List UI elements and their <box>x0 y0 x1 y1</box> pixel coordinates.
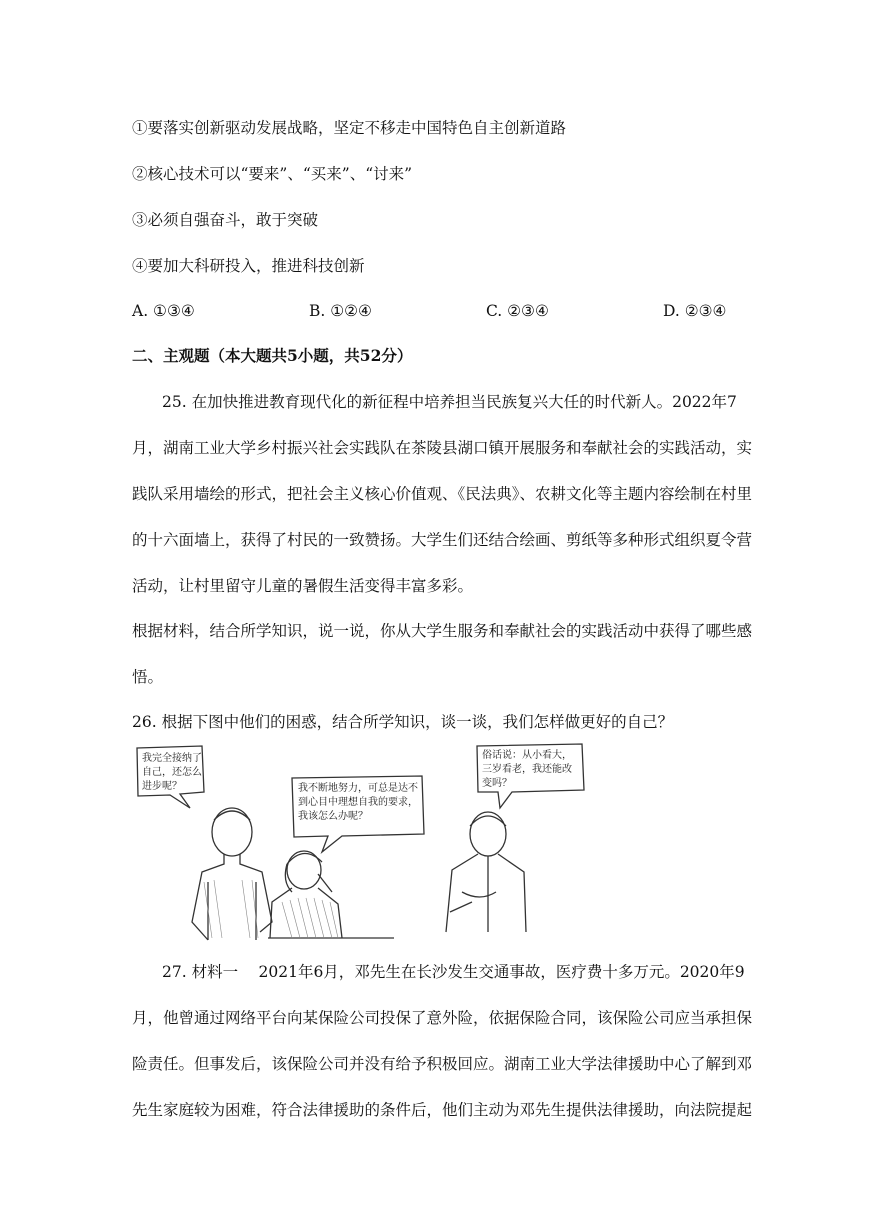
q25-line: 25. 在加快推进教育现代化的新征程中培养担当民族复兴大任的时代新人。2022年7 <box>162 393 737 411</box>
statement-4: ④要加大科研投入，推进科技创新 <box>132 257 365 275</box>
illustration-svg <box>132 742 732 942</box>
q25-line: 根据材料，结合所学知识，说一说，你从大学生服务和奉献社会的实践活动中获得了哪些感 <box>132 622 753 640</box>
q26-illustration <box>132 742 732 942</box>
option-d: D. ②③④ <box>663 302 727 320</box>
q27-line: 月，他曾通过网络平台向某保险公司投保了意外险，依据保险合同，该保险公司应当承担保 <box>132 1009 753 1027</box>
bubble-text-3: 俗话说：从小看大，三岁看老，我还能改变吗？ <box>482 750 572 789</box>
q27-line: 先生家庭较为困难，符合法律援助的条件后，他们主动为邓先生提供法律援助，向法院提起 <box>132 1101 753 1119</box>
section-title: 二、主观题（本大题共5小题，共52分） <box>132 346 413 365</box>
q25-line: 悟。 <box>132 668 164 686</box>
q25-line: 的十六面墙上，获得了村民的一致赞扬。大学生们还结合绘画、剪纸等多种形式组织夏令营 <box>132 531 753 549</box>
option-c: C. ②③④ <box>486 302 549 320</box>
statement-3: ③必须自强奋斗，敢于突破 <box>132 211 319 229</box>
q26-question: 26. 根据下图中他们的困惑，结合所学知识，谈一谈，我们怎样做更好的自己？ <box>132 713 674 731</box>
statement-1: ①要落实创新驱动发展战略，坚定不移走中国特色自主创新道路 <box>132 119 567 137</box>
q25-line: 月，湖南工业大学乡村振兴社会实践队在茶陵县湖口镇开展服务和奉献社会的实践活动，实 <box>132 439 753 457</box>
option-a: A. ①③④ <box>132 302 195 320</box>
option-b: B. ①②④ <box>309 302 372 320</box>
q25-line: 活动，让村里留守儿童的暑假生活变得丰富多彩。 <box>132 577 474 595</box>
q25-line: 践队采用墙绘的形式，把社会主义核心价值观、《民法典》、农耕文化等主题内容绘制在村里 <box>132 485 753 503</box>
bubble-text-2: 我不断地努力，可总是达不到心目中理想自我的要求，我该怎么办呢？ <box>298 783 418 822</box>
q27-line: 险责任。但事发后，该保险公司并没有给予积极回应。湖南工业大学法律援助中心了解到邓 <box>132 1055 753 1073</box>
q27-line: 27. 材料一 2021年6月，邓先生在长沙发生交通事故，医疗费十多万元。2020年9 <box>162 963 745 981</box>
statement-2: ②核心技术可以“要来”、“买来”、“讨来” <box>132 165 413 183</box>
bubble-text-1: 我完全接纳了自己，还怎么进步呢？ <box>142 753 202 792</box>
